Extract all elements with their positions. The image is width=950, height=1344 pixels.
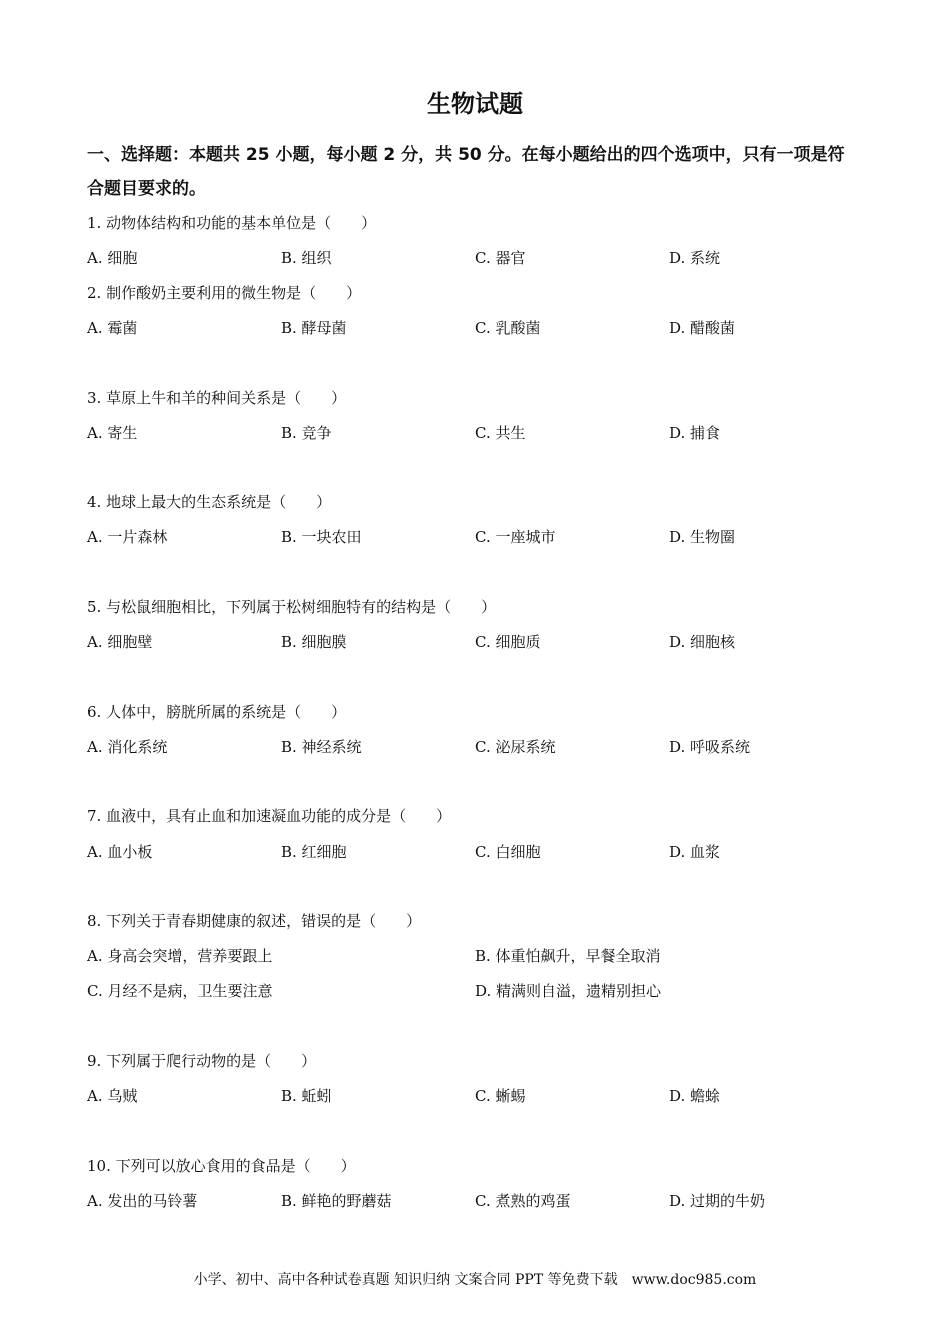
question-10-stem: 10. 下列可以放心食用的食品是（ ） bbox=[87, 1157, 356, 1175]
question-4-option-d: D. 生物圈 bbox=[669, 528, 736, 546]
question-4-option-b: B. 一块农田 bbox=[281, 528, 362, 546]
question-5-option-b: B. 细胞膜 bbox=[281, 633, 347, 651]
section-heading: 一、选择题：本题共 25 小题，每小题 2 分，共 50 分。在每小题给出的四个选项中，只有一项是符合题目要求的。 bbox=[87, 145, 845, 199]
question-1-option-b: B. 组织 bbox=[281, 249, 332, 267]
question-5-option-d: D. 细胞核 bbox=[669, 633, 736, 651]
question-1-option-a: A. 细胞 bbox=[87, 249, 138, 267]
question-10-option-c: C. 煮熟的鸡蛋 bbox=[475, 1192, 571, 1210]
question-8-option-b: B. 体重怕飙升，早餐全取消 bbox=[475, 947, 661, 965]
question-5-option-a: A. 细胞壁 bbox=[87, 633, 153, 651]
question-9-option-c: C. 蜥蜴 bbox=[475, 1087, 526, 1105]
question-9-option-b: B. 蚯蚓 bbox=[281, 1087, 332, 1105]
question-10-option-b: B. 鲜艳的野蘑菇 bbox=[281, 1192, 392, 1210]
question-6-option-a: A. 消化系统 bbox=[87, 738, 168, 756]
question-1-option-c: C. 器官 bbox=[475, 249, 526, 267]
question-3-option-d: D. 捕食 bbox=[669, 424, 721, 442]
footer-text: 小学、初中、高中各种试卷真题 知识归纳 文案合同 PPT 等免费下载 www.doc985.com bbox=[193, 1272, 757, 1288]
question-4-stem: 4. 地球上最大的生态系统是（ ） bbox=[87, 493, 332, 511]
question-5-stem: 5. 与松鼠细胞相比，下列属于松树细胞特有的结构是（ ） bbox=[87, 598, 497, 616]
question-7-option-d: D. 血浆 bbox=[669, 843, 721, 861]
question-9-option-d: D. 蟾蜍 bbox=[669, 1087, 721, 1105]
question-5-option-c: C. 细胞质 bbox=[475, 633, 541, 651]
question-2-option-a: A. 霉菌 bbox=[87, 319, 138, 337]
question-7-option-a: A. 血小板 bbox=[87, 843, 153, 861]
question-8-option-c: C. 月经不是病，卫生要注意 bbox=[87, 982, 273, 1000]
question-3-option-c: C. 共生 bbox=[475, 424, 526, 442]
question-3-stem: 3. 草原上牛和羊的种间关系是（ ） bbox=[87, 389, 347, 407]
question-8-stem: 8. 下列关于青春期健康的叙述，错误的是（ ） bbox=[87, 912, 422, 930]
question-3-option-a: A. 寄生 bbox=[87, 424, 138, 442]
question-6-option-c: C. 泌尿系统 bbox=[475, 738, 556, 756]
question-3-option-b: B. 竞争 bbox=[281, 424, 332, 442]
question-2-stem: 2. 制作酸奶主要利用的微生物是（ ） bbox=[87, 284, 362, 302]
question-7-option-c: C. 白细胞 bbox=[475, 843, 541, 861]
question-2-option-c: C. 乳酸菌 bbox=[475, 319, 541, 337]
question-1-option-d: D. 系统 bbox=[669, 249, 721, 267]
question-8-option-a: A. 身高会突增，营养要跟上 bbox=[87, 947, 273, 965]
question-1-stem: 1. 动物体结构和功能的基本单位是（ ） bbox=[87, 214, 377, 232]
question-6-option-d: D. 呼吸系统 bbox=[669, 738, 751, 756]
question-4-option-c: C. 一座城市 bbox=[475, 528, 556, 546]
question-7-option-b: B. 红细胞 bbox=[281, 843, 347, 861]
question-4-option-a: A. 一片森林 bbox=[87, 528, 168, 546]
question-9-option-a: A. 乌贼 bbox=[87, 1087, 138, 1105]
question-2-option-b: B. 酵母菌 bbox=[281, 319, 347, 337]
question-9-stem: 9. 下列属于爬行动物的是（ ） bbox=[87, 1052, 317, 1070]
question-8-option-d: D. 精满则自溢，遗精别担心 bbox=[475, 982, 662, 1000]
question-6-stem: 6. 人体中，膀胱所属的系统是（ ） bbox=[87, 703, 347, 721]
question-7-stem: 7. 血液中，具有止血和加速凝血功能的成分是（ ） bbox=[87, 807, 452, 825]
question-2-option-d: D. 醋酸菌 bbox=[669, 319, 736, 337]
question-6-option-b: B. 神经系统 bbox=[281, 738, 362, 756]
page-title: 生物试题 bbox=[427, 90, 523, 118]
question-10-option-a: A. 发出的马铃薯 bbox=[87, 1192, 198, 1210]
question-10-option-d: D. 过期的牛奶 bbox=[669, 1192, 766, 1210]
